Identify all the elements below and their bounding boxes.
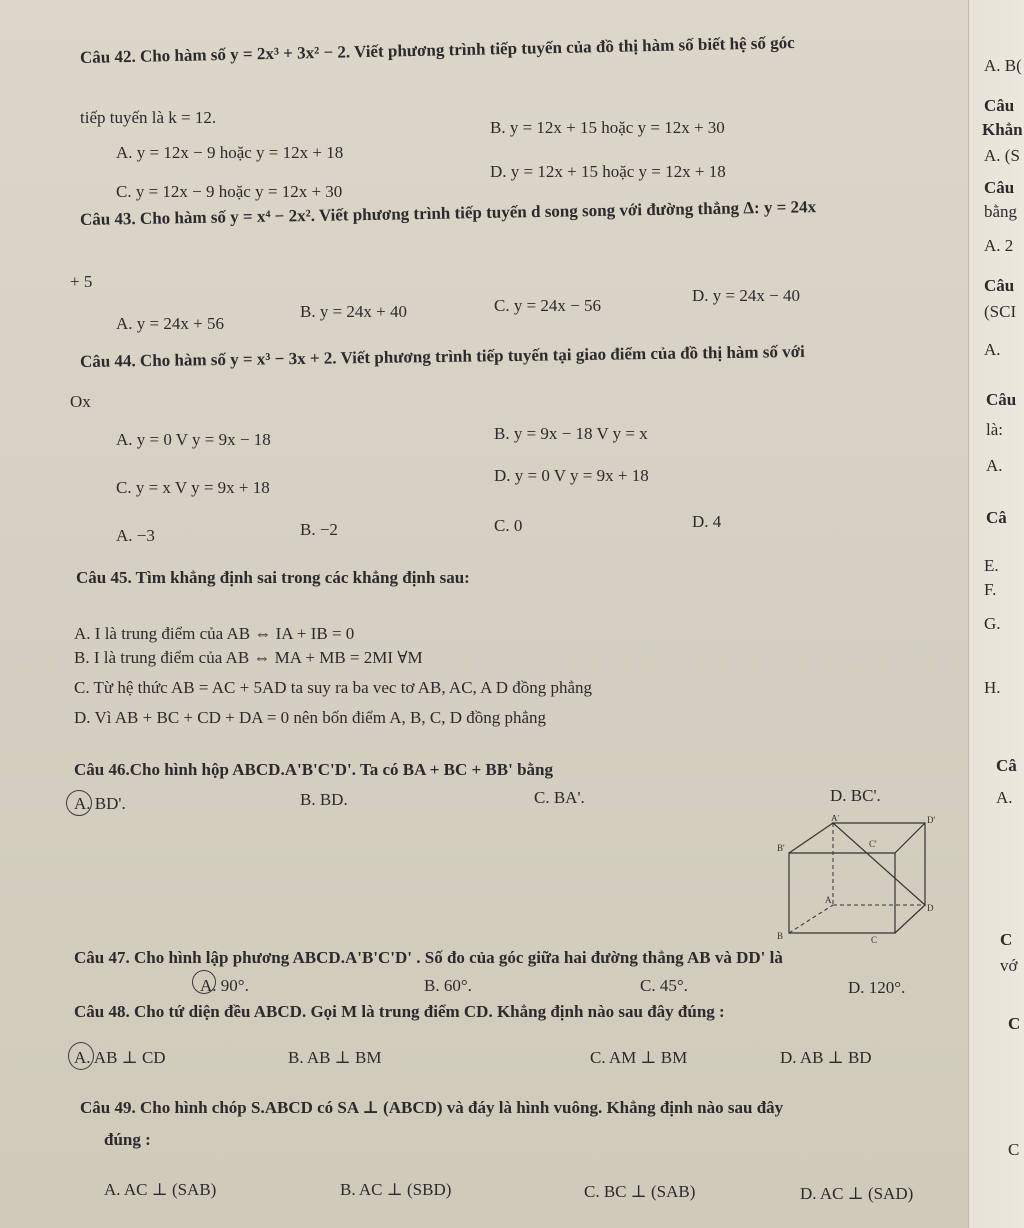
q42-stem-cont: tiếp tuyến là k = 12. [80,108,217,127]
cube-label-b1: B' [777,843,785,853]
q43-option-a: A. y = 24x + 56 [116,314,224,333]
q47-option-c: C. 45°. [640,976,688,995]
right-fragment-2: Khẳn [982,120,1023,139]
q48-option-a: A. AB ⊥ CD [74,1048,166,1067]
q46-answer-circle [66,790,92,816]
right-fragment-5: bằng [984,202,1018,221]
cube-diagram [775,815,945,945]
q43-stem: Câu 43. Cho hàm số y = x⁴ − 2x². Viết phương trình tiếp tuyến d song song với đường thẳng Δ: y = 24x [79,197,817,229]
right-fragment-10: Câu [986,390,1017,409]
right-fragment-11: là: [986,420,1003,439]
right-fragment-16: G. [984,614,1001,633]
q44-option-d: D. y = 0 V y = 9x + 18 [494,466,649,485]
right-fragment-0: A. B( [984,56,1022,75]
cube-label-a1: A' [831,815,840,823]
q45-option-a: A. I là trung điểm của AB ⇔ IA + IB = 0 [74,624,355,643]
right-fragment-12: A. [986,456,1003,475]
right-fragment-14: E. [984,556,999,575]
cube-label-c: C [871,935,878,945]
q46-option-c: C. BA'. [534,788,585,807]
q42-option-a: A. y = 12x − 9 hoặc y = 12x + 18 [116,143,344,162]
right-fragment-6: A. 2 [984,236,1014,255]
q49-stem-cont: đúng : [104,1130,151,1149]
q44-option-a: A. y = 0 V y = 9x − 18 [116,430,271,449]
q47-option-d: D. 120°. [848,978,906,997]
right-fragment-4: Câu [984,178,1015,197]
right-fragment-19: A. [996,788,1013,807]
q48-answer-circle [68,1042,94,1070]
q47-option-b: B. 60°. [424,976,472,995]
cube-label-d: D [927,903,934,913]
right-fragment-8: (SCI [984,302,1017,321]
q48-option-c: C. AM ⊥ BM [590,1048,688,1067]
right-fragment-1: Câu [984,96,1015,115]
q49-option-d: D. AC ⊥ (SAD) [800,1184,914,1203]
cube-label-b: B [777,931,784,941]
right-fragment-17: H. [984,678,1001,697]
right-fragment-18: Câ [996,756,1017,775]
right-fragment-22: C [1008,1014,1021,1033]
q44-option-b: B. y = 9x − 18 V y = x [494,424,648,443]
q46-option-a: A. BD'. [74,794,126,813]
right-fragment-3: A. (S [984,146,1020,165]
q44-option-c: C. y = x V y = 9x + 18 [116,478,270,497]
right-fragment-21: vớ [1000,956,1018,975]
q42-option-b: B. y = 12x + 15 hoặc y = 12x + 30 [490,118,725,137]
q49-option-a: A. AC ⊥ (SAB) [104,1180,217,1199]
q44-extra-d: D. 4 [692,512,722,531]
q46-stem: Câu 46.Cho hình hộp ABCD.A'B'C'D'. Ta có BA + BC + BB' bằng [74,760,553,779]
right-fragment-20: C [1000,930,1013,949]
q44-stem: Câu 44. Cho hàm số y = x³ − 3x + 2. Viết phương trình tiếp tuyến tại giao điểm của đồ thị hàm số với [79,341,805,371]
right-fragment-23: C [1008,1140,1020,1159]
q47-option-a: A. 90°. [200,976,249,995]
cube-label-d1: D' [927,815,936,825]
q48-stem: Câu 48. Cho tứ diện đều ABCD. Gọi M là trung điểm CD. Khẳng định nào sau đây đúng : [74,1002,725,1021]
q42-stem: Câu 42. Cho hàm số y = 2x³ + 3x² − 2. Viết phương trình tiếp tuyến của đồ thị hàm số biết hệ số góc [79,33,795,67]
cube-label-c1: C' [869,839,877,849]
q43-option-b: B. y = 24x + 40 [300,302,408,321]
q47-stem: Câu 47. Cho hình lập phương ABCD.A'B'C'D' . Số đo của góc giữa hai đường thẳng AB và DD' là [74,948,783,967]
q43-option-c: C. y = 24x − 56 [494,296,602,315]
right-fragment-7: Câu [984,276,1015,295]
q42-option-d: D. y = 12x + 15 hoặc y = 12x + 18 [490,162,726,181]
q45-option-b: B. I là trung điểm của AB ⇔ MA + MB = 2MI ∀M [74,648,423,667]
q45-stem: Câu 45. Tìm khẳng định sai trong các khẳng định sau: [76,568,470,587]
q46-option-d: D. BC'. [830,786,881,805]
q44-extra-a: A. −3 [116,526,155,545]
q48-option-d: D. AB ⊥ BD [780,1048,872,1067]
q49-option-c: C. BC ⊥ (SAB) [584,1182,696,1201]
q44-stem-cont: Ox [70,392,91,411]
q49-option-b: B. AC ⊥ (SBD) [340,1180,452,1199]
q45-option-d: D. Vì AB + BC + CD + DA = 0 nên bốn điểm A, B, C, D đồng phẳng [74,708,547,727]
right-fragment-15: F. [984,580,997,599]
q47-answer-circle [192,970,216,994]
q49-stem: Câu 49. Cho hình chóp S.ABCD có SA ⊥ (ABCD) và đáy là hình vuông. Khẳng định nào sau đây [80,1098,784,1117]
q46-option-b: B. BD. [300,790,348,809]
right-fragment-13: Câ [986,508,1007,527]
right-fragment-9: A. [984,340,1001,359]
q43-stem-cont: + 5 [70,272,93,291]
q43-option-d: D. y = 24x − 40 [692,286,800,305]
q42-option-c: C. y = 12x − 9 hoặc y = 12x + 30 [116,182,343,201]
cube-label-a: A [825,895,832,905]
q44-extra-b: B. −2 [300,520,338,539]
q44-extra-c: C. 0 [494,516,523,535]
q48-option-b: B. AB ⊥ BM [288,1048,382,1067]
q45-option-c: C. Từ hệ thức AB = AC + 5AD ta suy ra ba vec tơ AB, AC, A D đồng phẳng [74,678,593,697]
